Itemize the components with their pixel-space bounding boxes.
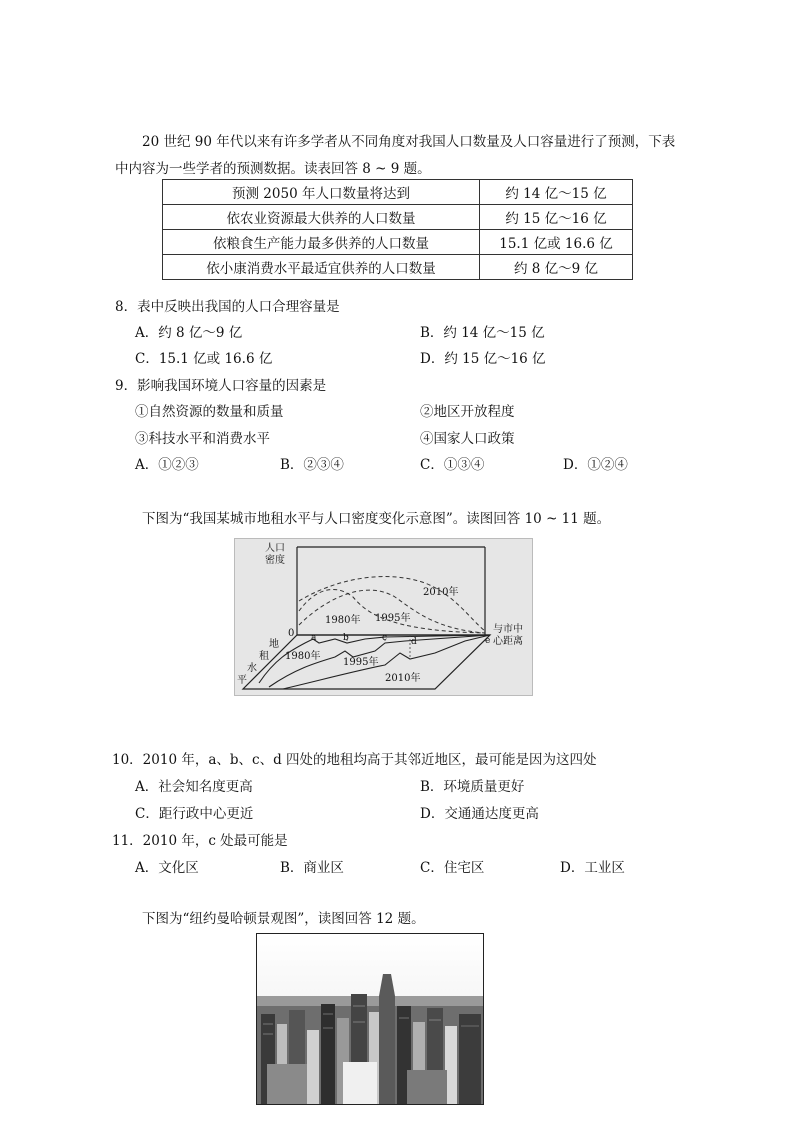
distance-axis-label-1: 与市中 <box>493 624 523 635</box>
q8-option-c: C．15.1 亿或 16.6 亿 <box>135 351 273 367</box>
q8-stem: 8．表中反映出我国的人口合理容量是 <box>115 299 340 315</box>
q9-factor-1: ①自然资源的数量和质量 <box>135 404 284 420</box>
q9-factor-2: ②地区开放程度 <box>420 404 515 420</box>
manhattan-photo <box>256 933 484 1105</box>
table-row <box>163 230 633 255</box>
density-year-1980: 1980年 <box>325 615 361 626</box>
table-cell-value: 约 8 亿～9 亿 <box>480 255 633 280</box>
table-row <box>163 255 633 280</box>
density-year-2010: 2010年 <box>423 587 459 598</box>
q10-stem: 10．2010 年，a、b、c、d 四处的地租均高于其邻近地区，最可能是因为这四处 <box>112 752 597 768</box>
q11-option-d: D．工业区 <box>560 860 625 876</box>
rent-year-1980: 1980年 <box>285 651 321 662</box>
manhattan-skyline-image <box>257 934 483 1104</box>
table-cell-item: 依粮食生产能力最多供养的人口数量 <box>163 230 480 255</box>
intro-line-1: 20 世纪 90 年代以来有许多学者从不同角度对我国人口数量及人口容量进行了预测，下表 <box>142 134 676 150</box>
q9-option-c: C．①③④ <box>420 457 485 473</box>
figure2-intro: 下图为“纽约曼哈顿景观图”，读图回答 12 题。 <box>142 911 425 927</box>
point-e-label: e <box>485 636 491 646</box>
q9-factor-4: ④国家人口政策 <box>420 431 515 447</box>
table-cell-value: 15.1 亿或 16.6 亿 <box>480 230 633 255</box>
table-cell-item: 预测 2050 年人口数量将达到 <box>163 180 480 205</box>
q11-option-c: C．住宅区 <box>420 860 485 876</box>
table-row <box>163 180 633 205</box>
q11-stem: 11．2010 年，c 处最可能是 <box>112 833 288 849</box>
q9-factor-3: ③科技水平和消费水平 <box>135 431 270 447</box>
rent-label-char: 地 <box>269 639 279 650</box>
rent-density-figure <box>234 538 533 696</box>
distance-axis-label-2: 心距离 <box>493 636 523 647</box>
horizon-haze <box>257 996 483 1006</box>
prediction-table <box>162 179 633 280</box>
origin-label: 0 <box>288 628 295 639</box>
q11-option-a: A．文化区 <box>135 860 199 876</box>
q9-option-a: A．①②③ <box>135 457 199 473</box>
point-d-label: d <box>411 637 417 647</box>
q8-option-b: B．约 14 亿～15 亿 <box>420 325 545 341</box>
q10-option-d: D．交通通达度更高 <box>420 806 539 822</box>
q10-option-c: C．距行政中心更近 <box>135 806 254 822</box>
rent-year-2010: 2010年 <box>385 673 421 684</box>
rent-label-char: 水 <box>247 663 257 674</box>
density-axis-label-2: 密度 <box>265 555 285 566</box>
q8-option-a: A．约 8 亿～9 亿 <box>135 325 243 341</box>
density-year-1995: 1995年 <box>375 613 411 624</box>
q9-stem: 9．影响我国环境人口容量的因素是 <box>115 378 327 394</box>
q10-option-a: A．社会知名度更高 <box>135 779 253 795</box>
table-cell-item: 依农业资源最大供养的人口数量 <box>163 205 480 230</box>
rent-year-1995: 1995年 <box>343 657 379 668</box>
point-b-label: b <box>343 633 349 643</box>
rent-label-char: 租 <box>259 651 269 662</box>
table-row <box>163 205 633 230</box>
table-cell-value: 约 15 亿～16 亿 <box>480 205 633 230</box>
table-cell-item: 依小康消费水平最适宜供养的人口数量 <box>163 255 480 280</box>
rent-label-char: 平 <box>237 675 247 686</box>
table-cell-value: 约 14 亿～15 亿 <box>480 180 633 205</box>
q9-option-b: B．②③④ <box>280 457 344 473</box>
q9-option-d: D．①②④ <box>563 457 628 473</box>
q10-option-b: B．环境质量更好 <box>420 779 525 795</box>
point-a-label: a <box>311 633 317 643</box>
density-axis-label-1: 人口 <box>265 543 285 554</box>
q11-option-b: B．商业区 <box>280 860 344 876</box>
q8-option-d: D．约 15 亿～16 亿 <box>420 351 546 367</box>
figure1-intro: 下图为“我国某城市地租水平与人口密度变化示意图”。读图回答 10 ~ 11 题。 <box>142 511 611 527</box>
intro-line-2: 中内容为一些学者的预测数据。读表回答 8 ~ 9 题。 <box>115 161 431 177</box>
point-c-label: c <box>382 633 388 643</box>
